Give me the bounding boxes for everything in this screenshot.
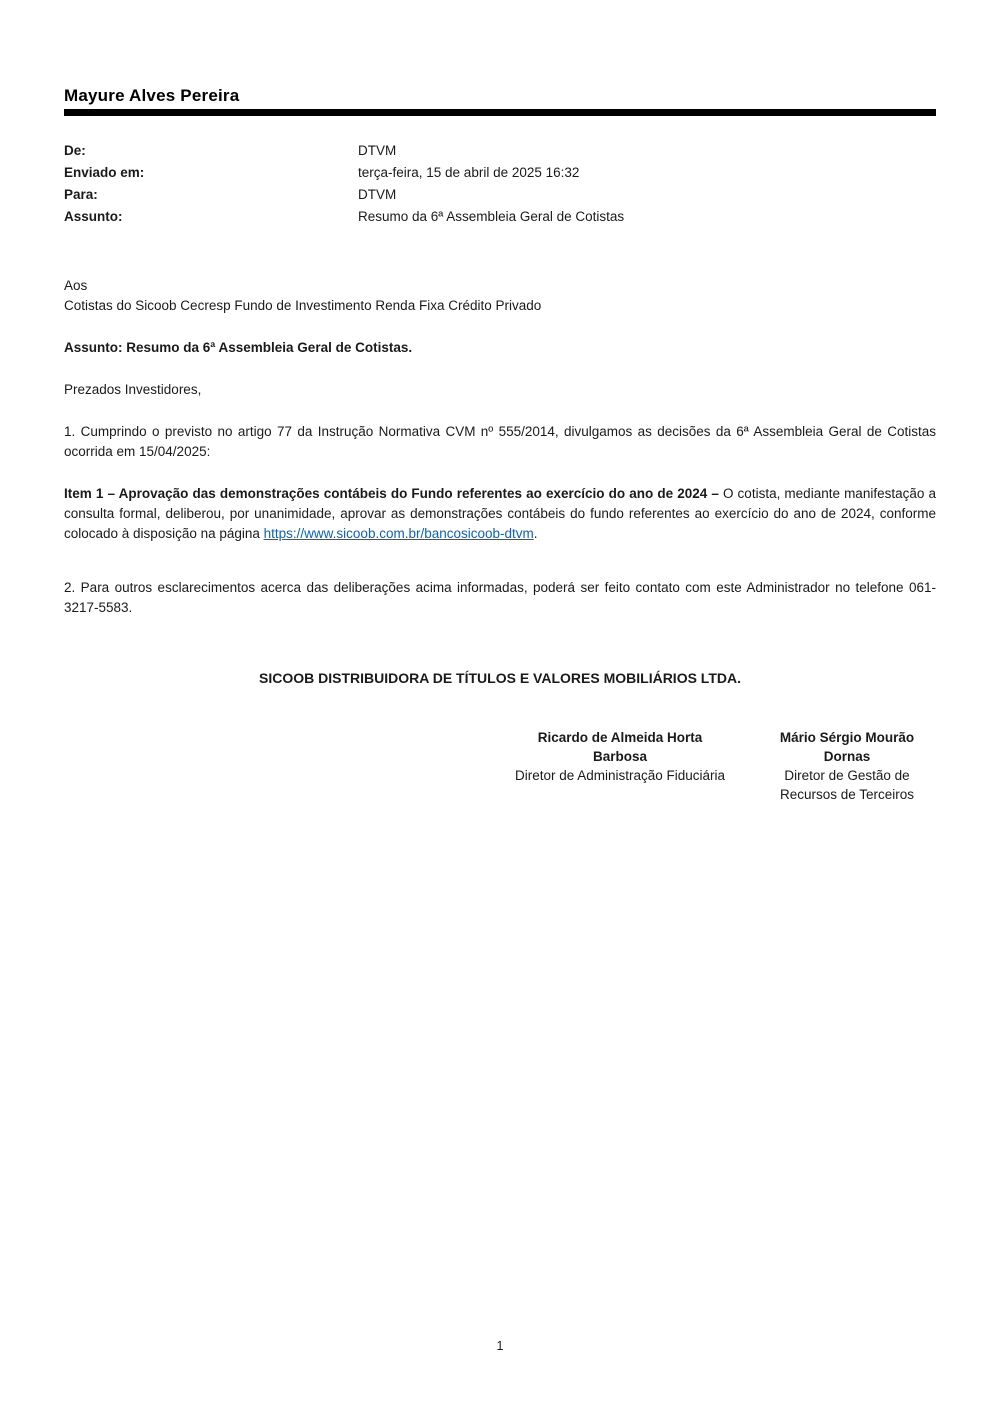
item-1-bold-lead: Item 1 – Aprovação das demonstrações contábeis do Fundo referentes ao exercício do ano de 2024 – xyxy=(64,486,723,501)
signature-1-title: Diretor de Administração Fiduciária xyxy=(514,768,726,783)
signature-2 xyxy=(758,728,936,804)
greeting-line: Prezados Investidores, xyxy=(64,382,202,397)
signature-1 xyxy=(514,728,726,804)
meta-value-sent: terça-feira, 15 de abril de 2025 16:32 xyxy=(358,165,580,180)
meta-label-subject: Assunto: xyxy=(64,209,123,224)
item-1-text: O cotista, mediante manifestação a consulta formal, deliberou, por unanimidade, aprovar as demonstrações contábeis do fundo referentes ao exercício do ano de 2024, conforme colocado à disposição na página xyxy=(64,486,936,541)
signature-block xyxy=(514,728,936,804)
signature-2-title: Diretor de Gestão de Recursos de Terceiros xyxy=(779,768,915,802)
meta-label-to: Para: xyxy=(64,187,98,202)
header-divider-rule xyxy=(64,109,936,116)
paragraph-1: 1. Cumprindo o previsto no artigo 77 da Instrução Normativa CVM nº 555/2014, divulgamos as decisões da 6ª Assembleia Geral de Cotistas ocorrida em 15/04/2025: xyxy=(64,424,936,459)
meta-row-from xyxy=(64,140,936,162)
email-metadata-block xyxy=(64,140,936,228)
page-content xyxy=(64,86,936,804)
salutation-line-2: Cotistas do Sicoob Cecresp Fundo de Investimento Renda Fixa Crédito Privado xyxy=(64,298,542,313)
meta-row-subject xyxy=(64,206,936,228)
meta-row-sent xyxy=(64,162,936,184)
salutation-line-1: Aos xyxy=(64,278,88,293)
item-1-period: . xyxy=(533,526,538,541)
paragraph-item-1 xyxy=(64,484,936,544)
meta-label-sent: Enviado em: xyxy=(64,165,145,180)
sender-header-name: Mayure Alves Pereira xyxy=(64,86,240,105)
signature-1-name: Ricardo de Almeida Horta Barbosa xyxy=(537,730,703,764)
sicoob-dtvm-link[interactable]: https://www.sicoob.com.br/bancosicoob-dtvm xyxy=(263,526,534,541)
meta-value-to: DTVM xyxy=(358,187,397,202)
meta-value-from: DTVM xyxy=(358,143,397,158)
company-name-line: SICOOB DISTRIBUIDORA DE TÍTULOS E VALORES MOBILIÁRIOS LTDA. xyxy=(259,670,741,686)
paragraph-2: 2. Para outros esclarecimentos acerca das deliberações acima informadas, poderá ser feito contato com este Administrador no telefone 061-3217-5583. xyxy=(64,580,936,615)
meta-row-to xyxy=(64,184,936,206)
signature-2-name: Mário Sérgio Mourão Dornas xyxy=(779,730,915,764)
salutation-block xyxy=(64,276,936,316)
meta-label-from: De: xyxy=(64,143,86,158)
meta-value-subject: Resumo da 6ª Assembleia Geral de Cotistas xyxy=(358,209,625,224)
page-number: 1 xyxy=(496,1339,504,1353)
body-subject-line: Assunto: Resumo da 6ª Assembleia Geral de Cotistas. xyxy=(64,340,413,355)
